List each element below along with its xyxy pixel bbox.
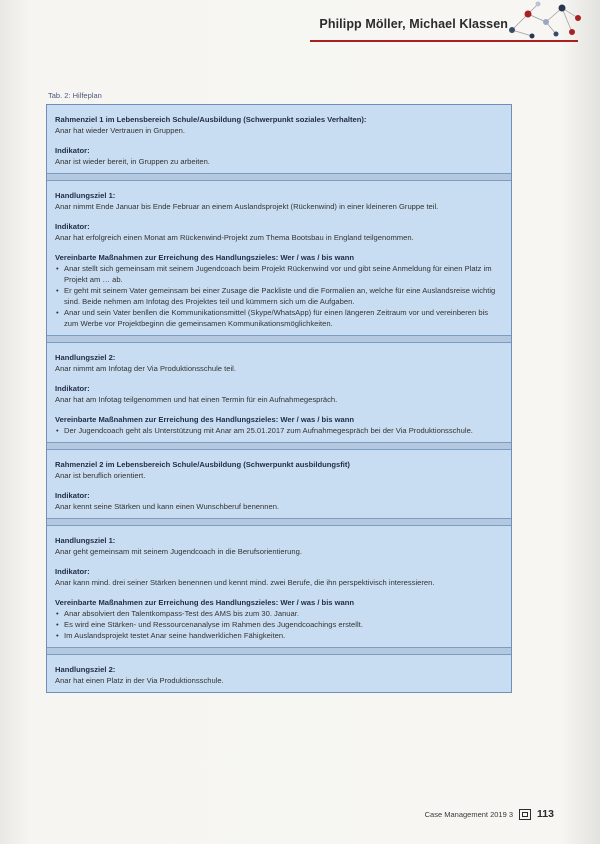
list-item: • Anar und sein Vater benllen die Kommunikationsmittel (Skype/WhatsApp) für einen längeren Zeitraum vor und vereinberen bis zum Werbe vor Projektbeginn die gemeinsamen Kommunikationsmöglichkeiten. xyxy=(64,307,503,329)
plan-block xyxy=(55,352,503,374)
block-text: Anar ist beruflich orientiert. xyxy=(55,471,146,480)
list-item: • Im Auslandsprojekt testet Anar seine handwerklichen Fähigkeiten. xyxy=(64,630,503,641)
block-text: Anar kann mind. drei seiner Stärken benennen und kennt mind. zwei Berufe, die ihn perspektivisch interessieren. xyxy=(55,578,435,587)
block-text: Anar nimmt am Infotag der Via Produktionsschule teil. xyxy=(55,364,236,373)
page-number: 113 xyxy=(537,808,554,820)
list-item: • Anar stellt sich gemeinsam mit seinem Jugendcoach beim Projekt Rückenwind vor und gibt seine Anmeldung für einen Platz im Projekt am … ab. xyxy=(64,263,503,285)
plan-section xyxy=(47,654,511,692)
list-item: • Er geht mit seinem Vater gemeinsam bei einer Zusage die Packliste und die Formalien an, welche für eine Auslandsreise wichtig sind. Beide nehmen am Infotag des Projektes teil und kümmern sich um die Aufgaben. xyxy=(64,285,503,307)
plan-block xyxy=(55,566,503,588)
running-header-authors: Philipp Möller, Michael Klassen xyxy=(319,17,508,31)
plan-block xyxy=(55,459,503,481)
plan-block xyxy=(55,383,503,405)
block-text: Anar hat wieder Vertrauen in Gruppen. xyxy=(55,126,186,135)
plan-block xyxy=(55,490,503,512)
table-caption: Tab. 2: Hilfeplan xyxy=(48,91,102,100)
block-heading: Indikator: xyxy=(55,222,90,231)
block-heading: Vereinbarte Maßnahmen zur Erreichung des Handlungszieles: Wer / was / bis wann xyxy=(55,598,355,607)
list-item: • Anar absolviert den Talentkompass-Test des AMS bis zum 30. Januar. xyxy=(64,608,503,619)
plan-block xyxy=(55,414,503,436)
measures-list xyxy=(55,263,503,329)
plan-section xyxy=(47,342,511,442)
journal-logo-icon xyxy=(519,809,531,820)
hilfeplan-table xyxy=(46,104,512,693)
section-divider xyxy=(47,173,511,180)
plan-block xyxy=(55,145,503,167)
block-text: Anar kennt seine Stärken und kann einen Wunschberuf benennen. xyxy=(55,502,280,511)
section-divider xyxy=(47,442,511,449)
block-heading: Rahmenziel 2 im Lebensbereich Schule/Ausbildung (Schwerpunkt ausbildungsfit) xyxy=(55,460,350,469)
list-item: • Der Jugendcoach geht als Unterstützung mit Anar am 25.01.2017 zum Aufnahmegespräch bei der Via Produktionsschule. xyxy=(64,425,503,436)
header-rule xyxy=(310,40,578,42)
list-item: • Es wird eine Stärken- und Ressourcenanalyse im Rahmen des Jugendcoachings erstellt. xyxy=(64,619,503,630)
block-text: Anar geht gemeinsam mit seinem Jugendcoach in die Berufsorientierung. xyxy=(55,547,302,556)
section-divider xyxy=(47,518,511,525)
block-text: Anar hat am Infotag teilgenommen und hat einen Termin für ein Aufnahmegespräch. xyxy=(55,395,338,404)
block-heading: Handlungsziel 2: xyxy=(55,665,116,674)
block-heading: Indikator: xyxy=(55,567,90,576)
section-divider xyxy=(47,335,511,342)
plan-block xyxy=(55,535,503,557)
block-heading: Indikator: xyxy=(55,384,90,393)
block-text: Anar nimmt Ende Januar bis Ende Februar an einem Auslandsprojekt (Rückenwind) in einer kleineren Gruppe teil. xyxy=(55,202,439,211)
block-heading: Vereinbarte Maßnahmen zur Erreichung des Handlungszieles: Wer / was / bis wann xyxy=(55,415,355,424)
block-heading: Indikator: xyxy=(55,491,90,500)
plan-block xyxy=(55,597,503,641)
section-divider xyxy=(47,647,511,654)
block-heading: Handlungsziel 1: xyxy=(55,191,116,200)
plan-block xyxy=(55,252,503,329)
plan-section xyxy=(47,180,511,335)
plan-block xyxy=(55,190,503,212)
block-text: Anar hat erfolgreich einen Monat am Rückenwind-Projekt zum Thema Bootsbau in England teilgenommen. xyxy=(55,233,414,242)
block-heading: Indikator: xyxy=(55,146,90,155)
journal-name: Case Management 2019 3 xyxy=(424,809,514,819)
measures-list xyxy=(55,608,503,641)
block-heading: Handlungsziel 2: xyxy=(55,353,116,362)
plan-section xyxy=(47,449,511,518)
block-heading: Rahmenziel 1 im Lebensbereich Schule/Ausbildung (Schwerpunkt soziales Verhalten): xyxy=(55,115,367,124)
plan-block xyxy=(55,114,503,136)
measures-list xyxy=(55,425,503,436)
page-footer xyxy=(425,808,554,820)
plan-section xyxy=(47,105,511,173)
block-heading: Vereinbarte Maßnahmen zur Erreichung des Handlungszieles: Wer / was / bis wann xyxy=(55,253,355,262)
block-text: Anar ist wieder bereit, in Gruppen zu arbeiten. xyxy=(55,157,210,166)
block-heading: Handlungsziel 1: xyxy=(55,536,116,545)
molecule-logo-icon xyxy=(502,0,588,40)
plan-block xyxy=(55,664,503,686)
plan-section xyxy=(47,525,511,647)
plan-block xyxy=(55,221,503,243)
block-text: Anar hat einen Platz in der Via Produktionsschule. xyxy=(55,676,224,685)
